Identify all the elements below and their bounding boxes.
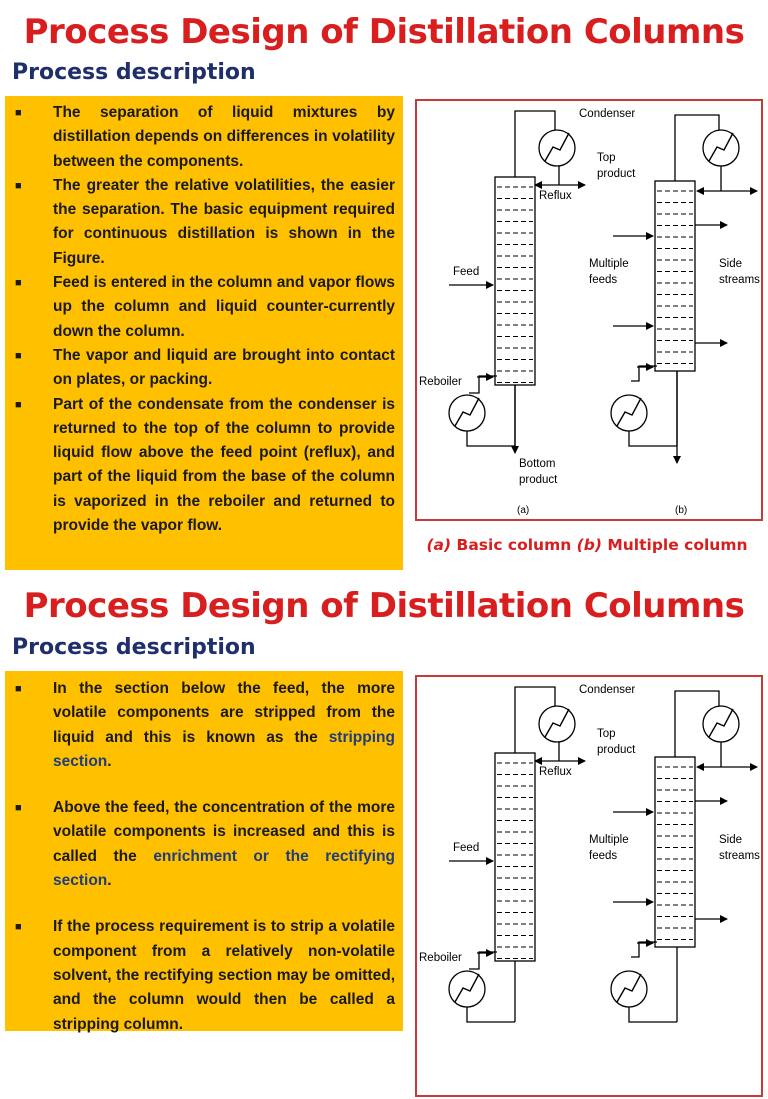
label-b: (b)	[675, 505, 688, 516]
highlight-stripping: stripping section	[53, 728, 395, 770]
bullet-item: ■ In the section below the feed, the more volatile components are stripped from the liquid and this is known as the stripping section.	[5, 677, 403, 774]
slide-title: Process Design of Distillation Columns	[23, 12, 745, 52]
bullet-item: ■ Part of the condensate from the condenser is returned to the top of the column to provide liquid flow above the feed point (reflux), and part of the liquid from the base of the column is vaporized in the reboiler and returned to provide the vapor flow.	[5, 393, 403, 539]
caption-a-text: Basic column	[451, 536, 577, 554]
multiple-feeds-label-2: feeds	[589, 274, 618, 286]
reflux-label: Reflux	[539, 190, 572, 202]
slide-title: Process Design of Distillation Columns	[23, 586, 745, 626]
text-box	[5, 96, 403, 570]
reflux-label: Reflux	[539, 766, 572, 778]
distillation-figure	[415, 675, 763, 1097]
slide-subtitle: Process description	[12, 60, 256, 85]
bullet-icon: ■	[15, 921, 22, 934]
side-streams-label: Side	[719, 834, 743, 846]
side-streams-label-2: streams	[719, 274, 760, 286]
bullet-icon: ■	[15, 179, 22, 192]
top-product-label-2: product	[597, 168, 636, 180]
side-streams-label-2: streams	[719, 850, 760, 862]
bullet-icon: ■	[15, 398, 22, 411]
feed-label: Feed	[453, 842, 480, 854]
text-box	[5, 671, 403, 1031]
bullet-icon: ■	[15, 277, 22, 290]
label-a: (a)	[517, 505, 530, 516]
distillation-figure	[415, 99, 763, 521]
bullet-item: ■ If the process requirement is to strip a volatile component from a relatively non-volatile solvent, the rectifying section may be omitted, and the column would then be called a stripping column.	[5, 915, 403, 1036]
bullet-icon: ■	[15, 802, 22, 815]
bullet-item: ■ Feed is entered in the column and vapor flows up the column and liquid counter-currently down the column.	[5, 271, 403, 344]
caption-a: (a)	[426, 536, 452, 554]
caption-b-text: Multiple column	[601, 536, 748, 554]
condenser-label: Condenser	[579, 108, 636, 120]
slide-subtitle: Process description	[12, 635, 256, 660]
multiple-feeds-label-2: feeds	[589, 850, 618, 862]
reboiler-label: Reboiler	[419, 952, 462, 964]
bullet-icon: ■	[15, 683, 22, 695]
bullet-item: ■ The vapor and liquid are brought into contact on plates, or packing.	[5, 344, 403, 393]
bullet-item: ■ The greater the relative volatilities, the easier the separation. The basic equipment required for continuous distillation is shown in the Figure.	[5, 174, 403, 271]
slide-2	[0, 576, 768, 1033]
bottom-product-label: Bottom	[519, 458, 556, 470]
bullet-item: ■ Above the feed, the concentration of the more volatile components is increased and this is called the enrichment or the rectifying section.	[5, 796, 403, 893]
top-product-label-2: product	[597, 744, 636, 756]
multiple-feeds-label: Multiple	[589, 834, 629, 846]
bullet-icon: ■	[15, 107, 22, 119]
multiple-feeds-label: Multiple	[589, 258, 629, 270]
bottom-product-label-2: product	[519, 474, 558, 486]
caption-b: (b)	[576, 536, 602, 554]
condenser-label: Condenser	[579, 684, 636, 696]
feed-label: Feed	[453, 266, 480, 278]
side-streams-label: Side	[719, 258, 743, 270]
bullet-icon: ■	[15, 349, 22, 362]
top-product-label: Top	[597, 152, 616, 164]
figure-caption	[412, 536, 762, 554]
reboiler-label: Reboiler	[419, 376, 462, 388]
distillation-diagram	[417, 101, 761, 519]
top-product-label: Top	[597, 728, 616, 740]
distillation-diagram	[417, 677, 761, 1095]
bullet-item: ■ The separation of liquid mixtures by distillation depends on differences in volatility between the components.	[5, 101, 403, 174]
highlight-rectifying: enrichment or the rectifying section	[53, 847, 396, 890]
